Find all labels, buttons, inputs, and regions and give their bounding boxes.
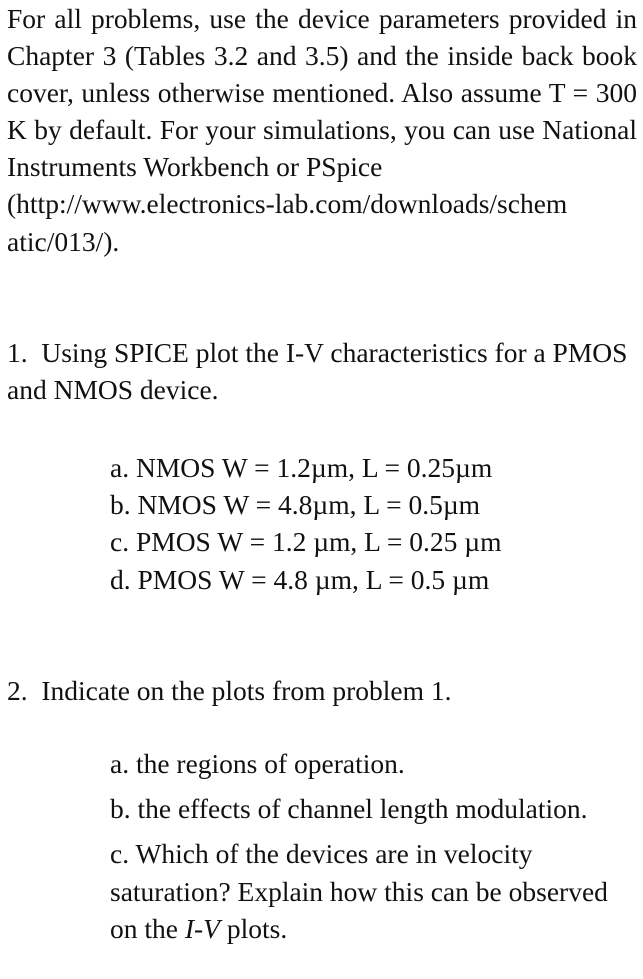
list-item: c. PMOS W = 1.2 µm, L = 0.25 µm <box>110 526 502 558</box>
list-item: b. NMOS W = 4.8µm, L = 0.5µm <box>110 489 481 521</box>
item-c-text: c. Which of the devices are in velocity saturation? Explain how this can be observed on the <box>110 838 608 944</box>
problem-2-items <box>110 745 610 955</box>
item-c-iv-term: I-V <box>184 912 220 944</box>
problem-2-statement <box>7 672 637 709</box>
problem-1-statement <box>7 334 637 408</box>
intro-url-line-2: atic/013/). <box>7 225 120 257</box>
problem-1-number: 1. <box>7 337 28 368</box>
intro-url-line-1: (http://www.electronics-lab.com/downloads/schem <box>7 188 568 220</box>
list-item: a. NMOS W = 1.2µm, L = 0.25µm <box>110 452 493 483</box>
intro-paragraph <box>7 0 637 260</box>
item-c-text-end: plots. <box>219 912 288 944</box>
list-item: d. PMOS W = 4.8 µm, L = 0.5 µm <box>110 563 490 595</box>
problem-2-text: Indicate on the plots from problem 1. <box>41 675 452 706</box>
list-item: b. the effects of channel length modulation. <box>110 793 588 825</box>
problem-2-number: 2. <box>7 675 28 706</box>
list-item-velocity-saturation <box>110 835 610 947</box>
problem-1-items <box>110 449 630 598</box>
problem-1-text: Using SPICE plot the I-V characteristics for a PMOS and NMOS device. <box>7 337 628 406</box>
intro-text: For all problems, use the device parameters provided in Chapter 3 (Tables 3.2 and 3.5) and the inside back book cover, unless otherwise mentioned. Also assume T = 300 K by default. For your simulations, you can use National Instruments Workbench or PSpice <box>7 3 637 183</box>
list-item: a. the regions of operation. <box>110 748 405 779</box>
